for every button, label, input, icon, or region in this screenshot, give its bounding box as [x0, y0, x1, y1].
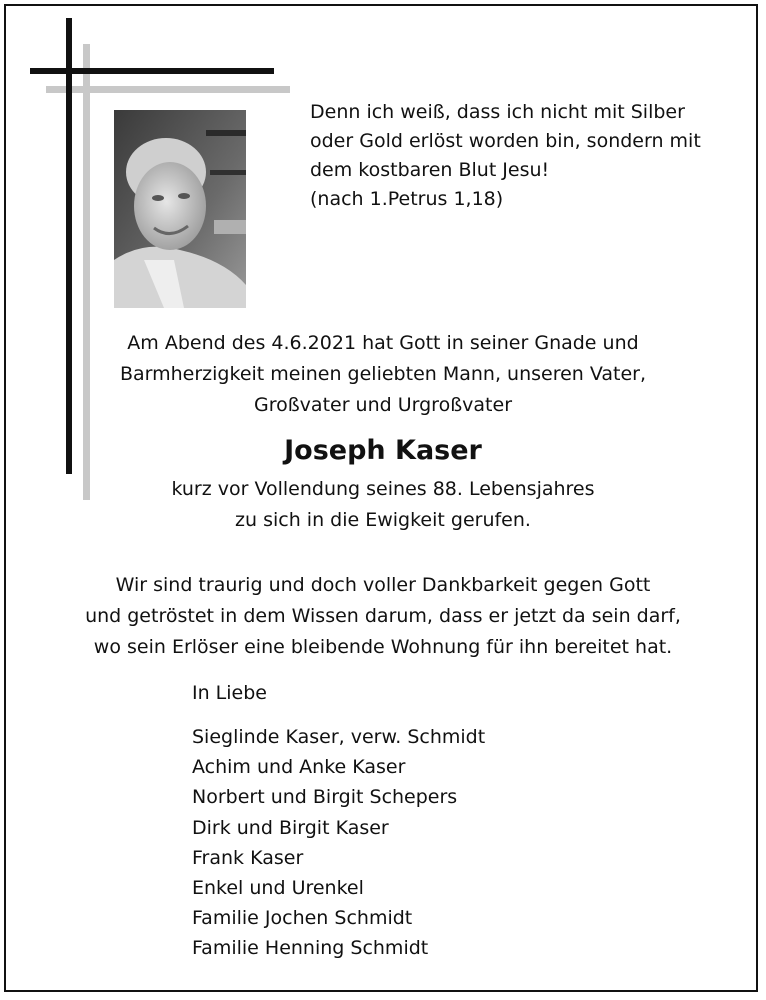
- closing-line: wo sein Erlöser eine bleibende Wohnung für ihn bereitet hat.: [93, 636, 673, 658]
- mourner-name: Enkel und Urenkel: [192, 877, 364, 900]
- mourner-name: Norbert und Birgit Schepers: [192, 786, 458, 809]
- mourners-list: [192, 722, 485, 964]
- mourner-name: Familie Jochen Schmidt: [192, 907, 413, 930]
- announcement-line: Barmherzigkeit meinen geliebten Mann, unseren Vater,: [119, 363, 647, 385]
- cross-vertical-grey: [83, 44, 90, 500]
- mourner-name: Sieglinde Kaser, verw. Schmidt: [192, 726, 486, 748]
- verse-line: Denn ich weiß, dass ich nicht mit Silber: [310, 101, 685, 123]
- death-announcement: [0, 328, 766, 421]
- verse-reference: (nach 1.Petrus 1,18): [310, 188, 504, 210]
- mourner-name: Achim und Anke Kaser: [192, 756, 406, 779]
- closing-text: [0, 570, 766, 663]
- closing-line: und getröstet in dem Wissen darum, dass er jetzt da sein darf,: [85, 605, 681, 627]
- announcement-line: Großvater und Urgroßvater: [253, 394, 513, 416]
- mourner-name: Familie Henning Schmidt: [192, 937, 429, 960]
- bible-verse: [310, 98, 750, 214]
- portrait-illustration: [114, 110, 246, 308]
- closing-line: Wir sind traurig und doch voller Dankbarkeit gegen Gott: [115, 574, 651, 596]
- mourner-name: Dirk und Birgit Kaser: [192, 816, 389, 839]
- verse-line: dem kostbaren Blut Jesu!: [310, 159, 550, 181]
- portrait-photo: [114, 110, 246, 308]
- deceased-name: Joseph Kaser: [284, 435, 482, 466]
- mourner-name: Frank Kaser: [192, 846, 304, 869]
- cross-horizontal-grey: [46, 86, 290, 93]
- cross-horizontal-black: [30, 68, 274, 74]
- age-line: kurz vor Vollendung seines 88. Lebensjahres: [171, 478, 595, 500]
- signoff: In Liebe: [192, 682, 267, 704]
- age-line: zu sich in die Ewigkeit gerufen.: [235, 509, 531, 531]
- age-statement: [0, 474, 766, 536]
- verse-line: oder Gold erlöst worden bin, sondern mit: [310, 130, 701, 152]
- announcement-line: Am Abend des 4.6.2021 hat Gott in seiner Gnade und: [127, 332, 639, 354]
